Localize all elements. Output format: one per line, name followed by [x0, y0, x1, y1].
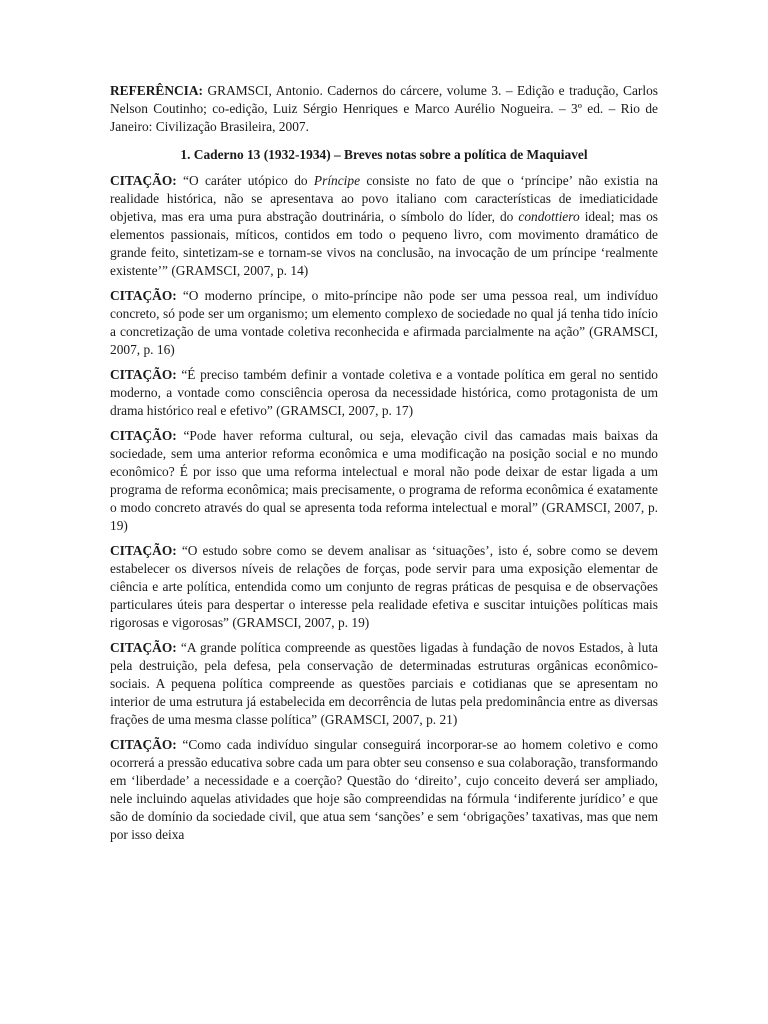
citation-label: CITAÇÃO: [110, 543, 177, 558]
citation-text: “O moderno príncipe, o mito-príncipe não pode ser uma pessoa real, um indivíduo concreto, só pode ser um organismo; um elemento complexo de sociedade no qual já tenha tido início a concretização de uma vontade coletiva reconhecida e afirmada parcialmente na ação” (GRAMSCI, 2007, p. 16) [110, 288, 658, 357]
reference-text: GRAMSCI, Antonio. Cadernos do cárcere, volume 3. – Edição e tradução, Carlos Nelson Coutinho; co-edição, Luiz Sérgio Henriques e Marco Aurélio Nogueira. – 3º ed. – Rio de Janeiro: Civilização Brasileira, 2007. [110, 83, 658, 134]
citation-text: “O caráter utópico do [176, 173, 314, 188]
citation-paragraph [110, 366, 658, 420]
citation-text: “O estudo sobre como se devem analisar as ‘situações’, isto é, sobre como se devem estabelecer os diversos níveis de relações de forças, pode servir para uma exposição elementar de ciência e arte política, entendida como um conjunto de regras práticas de pesquisa e de observações particulares úteis para despertar o interesse pela realidade efetiva e suscitar intuições políticas mais rigorosas e vigorosas” (GRAMSCI, 2007, p. 19) [110, 543, 658, 630]
citation-text: “Como cada indivíduo singular conseguirá incorporar-se ao homem coletivo e como ocorrerá a pressão educativa sobre cada um para obter seu consenso e sua colaboração, transformando em ‘liberdade’ a necessidade e a coerção? Questão do ‘direito’, cujo conceito deverá ser ampliado, nele incluindo aquelas atividades que hoje são compreendidas na fórmula ‘indiferente jurídico’ e que são de domínio da sociedade civil, que atua sem ‘sanções’ e sem ‘obrigações’ taxativas, mas que nem por isso deixa [110, 737, 658, 842]
citation-label: CITAÇÃO: [110, 173, 177, 188]
citation-text: “A grande política compreende as questões ligadas à fundação de novos Estados, à luta pela destruição, pela defesa, pela conservação de determinadas estruturas orgânicas econômico-sociais. A pequena política compreende as questões parciais e cotidianas que se apresentam no interior de uma estrutura já estabelecida em decorrência de lutas pela predominância entre as diversas frações de uma mesma classe política” (GRAMSCI, 2007, p. 21) [110, 640, 658, 727]
citation-text: consiste no fato de que o ‘príncipe’ não existia na realidade histórica, não se apresentava ao povo italiano com características de imediaticidade objetiva, mas era uma pura abstração doutrinária, o símbolo do líder, do [110, 173, 658, 224]
citation-label: CITAÇÃO: [110, 737, 177, 752]
document-page [110, 82, 658, 844]
citation-label: CITAÇÃO: [110, 288, 177, 303]
citation-text: “É preciso também definir a vontade coletiva e a vontade política em geral no sentido moderno, a vontade como consciência operosa da necessidade histórica, como protagonista de um drama histórico real e efetivo” (GRAMSCI, 2007, p. 17) [110, 367, 658, 418]
citation-paragraph [110, 639, 658, 729]
citation-label: CITAÇÃO: [110, 428, 177, 443]
citation-text: ideal; mas os elementos passionais, míticos, contidos em todo o pequeno livro, com movimento dramático de grande feito, sintetizam-se e tornam-se vivos na conclusão, na invocação de um príncipe ‘realmente existente’” (GRAMSCI, 2007, p. 14) [110, 209, 659, 278]
reference-label: REFERÊNCIA: [110, 83, 203, 98]
citation-paragraph [110, 542, 658, 632]
citation-emphasis: condottiero [518, 209, 580, 224]
citation-text: “Pode haver reforma cultural, ou seja, elevação civil das camadas mais baixas da sociedade, sem uma anterior reforma econômica e uma modificação na posição social e no mundo econômico? É por isso que uma reforma intelectual e moral não pode deixar de estar ligada a um programa de reforma econômica; mais precisamente, o programa de reforma econômica é exatamente o modo concreto através do qual se apresenta toda reforma intelectual e moral” (GRAMSCI, 2007, p. 19) [110, 428, 658, 533]
citation-paragraph [110, 736, 658, 844]
citation-paragraph [110, 172, 658, 280]
reference-paragraph [110, 82, 658, 136]
citation-emphasis: Príncipe [313, 173, 361, 188]
citation-label: CITAÇÃO: [110, 640, 177, 655]
citation-label: CITAÇÃO: [110, 367, 177, 382]
citation-paragraph [110, 427, 658, 535]
citation-paragraph [110, 287, 658, 359]
section-heading: 1. Caderno 13 (1932-1934) – Breves notas sobre a política de Maquiavel [180, 147, 588, 162]
